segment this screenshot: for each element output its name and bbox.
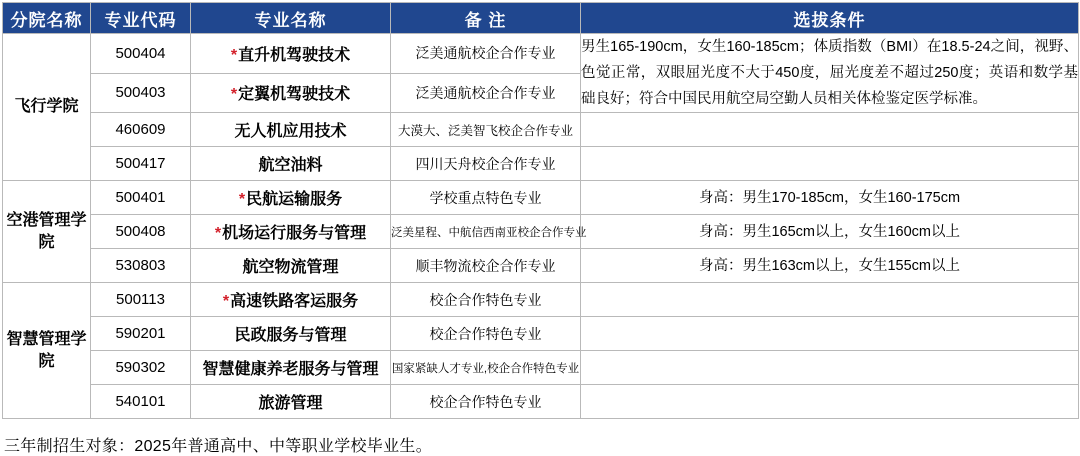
column-header-major-code: 专业代码 [91,3,191,34]
table-row [3,317,1079,351]
major-code: 500404 [91,34,191,74]
major-code: 590201 [91,317,191,351]
selection-condition-empty [581,385,1079,419]
major-name [191,181,391,215]
major-code: 500113 [91,283,191,317]
column-header-major-name: 专业名称 [191,3,391,34]
major-name-text: 机场运行服务与管理 [222,225,367,242]
selection-condition-cell: 身高：男生170-185cm，女生160-175cm [581,181,1079,215]
selection-condition-empty [581,113,1079,147]
remark-cell: 大漠大、泛美智飞校企合作专业 [391,113,581,147]
column-header-selection-condition: 选拔条件 [581,3,1079,34]
table-header [3,3,1079,34]
table-row [3,249,1079,283]
major-name [191,351,391,385]
selection-condition-cell: 男生165-190cm，女生160-185cm；体质指数（BMI）在18.5-24之间，视野、色觉正常，双眼屈光度不大于450度，屈光度差不超过250度；英语和数学基础良好；符合中国民用航空局空勤人员相关体检鉴定医学标准。 [581,34,1079,113]
table-row [3,283,1079,317]
table-row [3,147,1079,181]
star-marker-icon: * [222,293,230,310]
major-name [191,113,391,147]
major-code: 500408 [91,215,191,249]
major-code: 460609 [91,113,191,147]
remark-cell: 学校重点特色专业 [391,181,581,215]
table-row [3,34,1079,74]
major-code: 500403 [91,73,191,113]
major-name [191,73,391,113]
major-name-text: 直升机驾驶技术 [238,46,351,64]
major-name-text: 无人机应用技术 [234,123,347,140]
major-name-text: 智慧健康养老服务与管理 [202,361,379,378]
star-marker-icon: * [230,86,238,104]
table-row [3,181,1079,215]
star-marker-icon: * [230,46,238,64]
selection-condition-cell: 身高：男生163cm以上，女生155cm以上 [581,249,1079,283]
major-name-text: 民航运输服务 [246,191,343,208]
department-cell: 空港管理学院 [3,181,91,283]
department-cell: 飞行学院 [3,34,91,181]
remark-cell: 泛美通航校企合作专业 [391,34,581,74]
remark-cell: 泛美星程、中航信西南亚校企合作专业 [391,215,581,249]
major-name [191,34,391,74]
footer-note: 三年制招生对象：2025年普通高中、中等职业学校毕业生。 [4,438,432,455]
major-name [191,317,391,351]
major-name-text: 旅游管理 [258,395,323,412]
selection-condition-empty [581,283,1079,317]
remark-cell: 国家紧缺人才专业,校企合作特色专业 [391,351,581,385]
selection-condition-empty [581,351,1079,385]
major-code: 540101 [91,385,191,419]
column-header-remark: 备 注 [391,3,581,34]
table-row [3,113,1079,147]
major-name [191,215,391,249]
major-code: 500417 [91,147,191,181]
major-name [191,147,391,181]
majors-enrollment-sheet [0,2,1080,456]
column-header-department: 分院名称 [3,3,91,34]
star-marker-icon: * [214,225,222,242]
department-cell: 智慧管理学院 [3,283,91,419]
major-code: 530803 [91,249,191,283]
table-body [3,34,1079,419]
major-name [191,385,391,419]
major-name [191,249,391,283]
remark-cell: 校企合作特色专业 [391,283,581,317]
majors-table [2,2,1079,419]
table-row [3,215,1079,249]
selection-condition-empty [581,317,1079,351]
major-code: 590302 [91,351,191,385]
star-marker-icon: * [238,191,246,208]
selection-condition-cell: 身高：男生165cm以上，女生160cm以上 [581,215,1079,249]
major-name-text: 高速铁路客运服务 [230,293,359,310]
major-name-text: 航空物流管理 [242,259,339,276]
table-header-row [3,3,1079,34]
major-name [191,283,391,317]
remark-cell: 四川天舟校企合作专业 [391,147,581,181]
remark-cell: 顺丰物流校企合作专业 [391,249,581,283]
major-name-text: 民政服务与管理 [234,327,347,344]
major-name-text: 定翼机驾驶技术 [238,86,351,104]
major-name-text: 航空油料 [258,157,323,174]
major-code: 500401 [91,181,191,215]
remark-cell: 校企合作特色专业 [391,317,581,351]
selection-condition-empty [581,147,1079,181]
remark-cell: 校企合作特色专业 [391,385,581,419]
remark-cell: 泛美通航校企合作专业 [391,73,581,113]
table-row [3,351,1079,385]
table-row [3,385,1079,419]
